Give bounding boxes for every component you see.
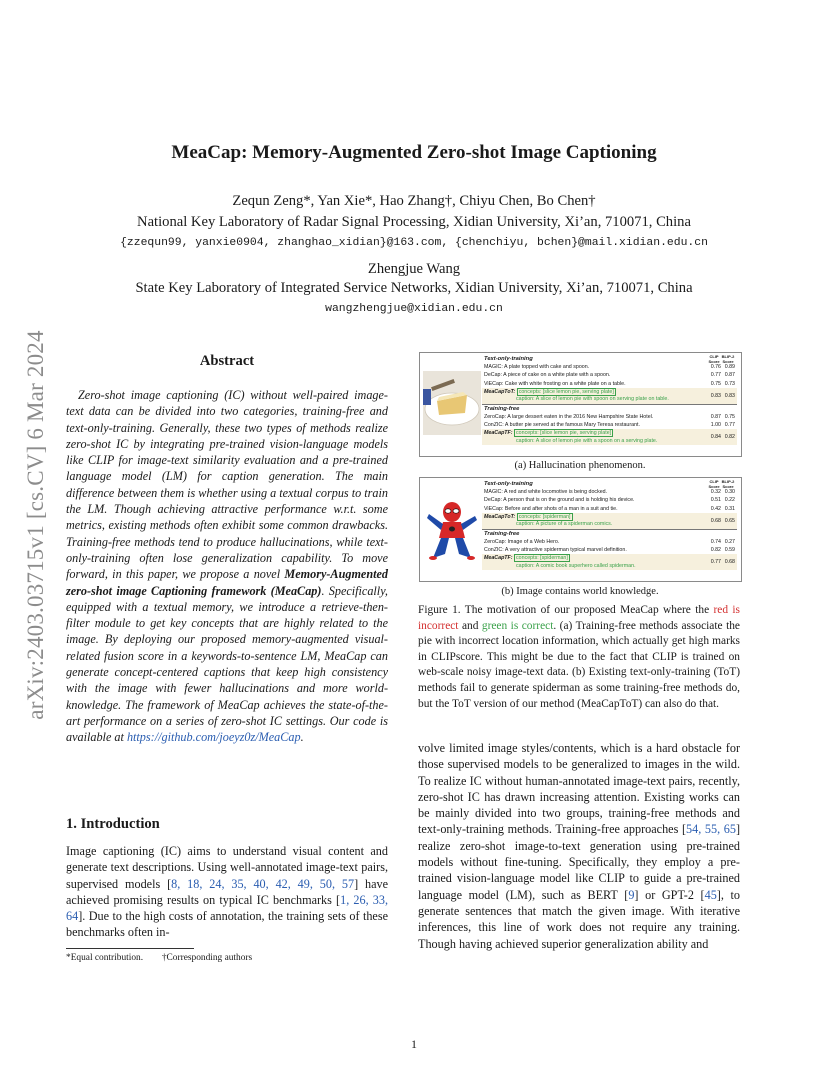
lemon-pie-image: [423, 371, 481, 435]
authors-line-1: Zequn Zeng*, Yan Xie*, Hao Zhang†, Chiyu Chen, Bo Chen†: [232, 193, 596, 209]
panel-a-tf-row: [482, 413, 737, 421]
caption-text: Before and after shots of a man in a suit and tie.: [503, 505, 618, 512]
intro-text-2: ] have achieved promising results on typical IC benchmarks [: [66, 876, 389, 907]
intro-text-3: ]. Due to the high costs of annotation, the training sets of these benchmarks often in-: [66, 909, 388, 940]
panel-a-group-tot: Text-only-training: [484, 356, 533, 362]
caption-text: A large dessert eaten in the 2016 New Hampshire State Hotel.: [506, 413, 654, 420]
right-text-3: ] or GPT-2 [: [634, 887, 705, 902]
figure-1-caption: [418, 603, 740, 712]
panel-a-ours-tot: [482, 388, 737, 404]
panel-b-tot-row: [482, 488, 737, 496]
panel-b-ours-tot: [482, 513, 737, 529]
method-caption: [484, 363, 589, 371]
ours-tf-concepts-a: concepts: [slice lemon pie, serving plate]: [516, 430, 612, 437]
panel-b-header-row: [482, 480, 737, 488]
ours-tot-concepts-a: concepts: [slice lemon pie, serving plate]: [518, 388, 614, 395]
intro-refs-1[interactable]: 8, 18, 24, 35, 40, 42, 49, 50, 57: [171, 876, 355, 891]
panel-b-tot-row: [482, 496, 737, 504]
ours-tf-name-b: MeaCapTF:: [484, 555, 513, 562]
right-refs-a[interactable]: 54, 55, 65: [686, 822, 736, 837]
right-text-1: volve limited image styles/contents, which is a hard obstacle for those supervised models to be generalized to images in the wild. To realize IC without human-annotated image-text pairs, recently, zero-shot IC has drawn increasing attention. Existing works can be mainly divided into two groups, training-free methods and text-only-training methods. Training-free approaches [: [418, 741, 740, 837]
clip-score: 1.00: [710, 422, 721, 429]
affiliation-2: State Key Laboratory of Integrated Service Networks, Xidian University, Xi’an, 710071, China: [135, 280, 693, 296]
blip-score: 0.27: [724, 538, 735, 545]
abstract-part-2: . Specifically, equipped with a textual memory, we introduce a retrieve-then-filter module to get key concepts that are highly related to the image. By deploying our proposed memory-augmented visual-related fusion score in a keywords-to-sentence LM, MeaCap can generate concept-centered captions that keep high consistency with the image with fewer hallucinations and more world-knowledge. The framework of MeaCap achieves the state-of-the-art performance on a series of zero-shot IC settings. Our code is available at: [66, 583, 388, 745]
blip-score-header-b: BLIP-2 Score: [721, 479, 735, 489]
panel-b-tf-row: [482, 538, 737, 546]
clip-score: 0.77: [710, 372, 721, 379]
figure-caption-and: and: [458, 619, 482, 632]
paper-title: MeaCap: Memory-Augmented Zero-shot Image Captioning: [171, 142, 657, 163]
footnote-rule: [66, 948, 194, 949]
ours-tot-caption-a: caption: A slice of lemon pie with spoon on serving plate on table.: [516, 396, 669, 403]
method-name: DeCap:: [484, 497, 502, 504]
blip-score: 0.77: [724, 422, 735, 429]
figure-panel-a: [419, 352, 742, 457]
footnote: *Equal contribution. †Corresponding authors: [66, 953, 253, 963]
panel-b-group-tf: Training-free: [484, 530, 520, 537]
method-name: DeCap:: [484, 372, 502, 379]
intro-text-1: Image captioning (IC) aims to understand visual content and generate text descriptions. Using well-annotated image-text pairs, supervised models [: [66, 844, 388, 891]
ours-tf-clip-b: 0.77: [710, 559, 721, 566]
method-caption: [484, 538, 559, 546]
ours-tf-caption-a: caption: A slice of lemon pie with a spoon on a serving plate.: [516, 437, 658, 444]
method-name: ViECap:: [484, 380, 504, 387]
caption-text: A person that is on the ground and is holding his device.: [501, 497, 635, 504]
method-name: MAGIC:: [484, 364, 503, 371]
clip-score: 0.82: [710, 547, 721, 554]
method-caption: [484, 413, 653, 421]
figure-caption-b: (b) Image contains world knowledge.: [501, 586, 659, 597]
clip-score: 0.42: [710, 505, 721, 512]
panel-a-header-row: [482, 355, 737, 363]
spiderman-image: [423, 498, 481, 562]
panel-b-ours-tf: [482, 554, 737, 570]
clip-score: 0.87: [710, 413, 721, 420]
intro-refs-2[interactable]: 1, 26, 33, 64: [66, 892, 389, 924]
clip-score: 0.32: [710, 489, 721, 496]
panel-b-rows: [482, 480, 737, 570]
blip-score: 0.31: [724, 505, 735, 512]
caption-text: A butter pie served at the famous Mary Teresa restaurant.: [503, 422, 640, 429]
code-link[interactable]: https://github.com/joeyz0z/MeaCap: [126, 730, 301, 745]
caption-text: A red and white locomotive is being docked.: [502, 489, 608, 496]
blip-score: 0.22: [724, 497, 735, 504]
panel-b-group-tf-row: [482, 529, 737, 538]
ours-tot-name-a: MeaCapToT:: [484, 388, 516, 395]
method-caption: [484, 546, 627, 554]
arxiv-stamp-text: arXiv:2403.03715v1 [cs.CV] 6 Mar 2024: [23, 330, 48, 720]
right-ref-c[interactable]: 45: [704, 887, 717, 902]
emails-1: {zzequn99, yanxie0904, zhanghao_xidian}@163.com, {chenchiyu, bchen}@mail.xidian.edu.cn: [120, 237, 708, 249]
clip-score: 0.74: [710, 538, 721, 545]
method-name: ConZIC:: [484, 547, 504, 554]
figure-caption-a: (a) Hallucination phenomenon.: [514, 460, 646, 471]
right-text-2: ] realize zero-shot image-to-text generation using pre-trained models without fine-tuning. Specifically, they employ a pre-trained vision-language model like CLIP to guide a pre-trained language model (LM), such as BERT [: [418, 822, 741, 902]
panel-b-tf-row: [482, 546, 737, 554]
method-caption: [484, 505, 618, 513]
abstract-heading: Abstract: [199, 353, 255, 369]
panel-b-tot-row: [482, 505, 737, 513]
ours-tot-clip-a: 0.83: [710, 392, 721, 399]
right-column-paragraph: [418, 740, 740, 952]
panel-a-ours-tf: [482, 429, 737, 445]
blip-score: 0.73: [724, 380, 735, 387]
panel-a-tf-row: [482, 421, 737, 429]
panel-a-rows: [482, 355, 737, 445]
method-name: MAGIC:: [484, 489, 503, 496]
ours-tot-name-b: MeaCapToT:: [484, 513, 516, 520]
figure-caption-text-2: . (a) Training-free methods associate the pie with incorrect location information, which actually get high marks in CLIPscore. This might be due to the fact that CLIP is trained on web-scale noisy image-text data. (b) Existing text-only-training (ToT) methods fail to generate spiderman as some training-free methods do, but the ToT version of our method (MeaCapToT) can also do that.: [418, 619, 740, 710]
caption-text: A plate topped with cake and spoon.: [502, 364, 590, 371]
clip-score: 0.76: [710, 364, 721, 371]
panel-a-tot-row: [482, 363, 737, 371]
ours-tf-blip-b: 0.68: [724, 559, 735, 566]
ours-tot-blip-b: 0.65: [724, 517, 735, 524]
abstract-framework-name: Memory-Augmented zero-shot image Captioning framework (MeaCap): [66, 567, 388, 598]
ours-tot-caption-b: caption: A picture of a spiderman comics.: [516, 521, 613, 528]
method-name: ZeroCap:: [484, 538, 507, 545]
right-text-4: ], to generate sentences that match the given image. With iterative inferences, this line of work does not require any training. Though having achieved superior generalization ability and: [418, 887, 740, 951]
blip-score: 0.89: [724, 364, 735, 371]
method-caption: [484, 488, 607, 496]
authors-line-2: Zhengjue Wang: [367, 261, 461, 277]
method-name: ZeroCap:: [484, 413, 507, 420]
caption-text: A very attractive spiderman typical marvel definition.: [503, 547, 627, 554]
ours-tf-caption-b: caption: A comic book superhero called spiderman.: [516, 562, 636, 569]
ours-tot-concepts-b: concepts: [spiderman]: [518, 513, 571, 520]
caption-text: A piece of cake on a white plate with a spoon.: [501, 372, 611, 379]
clip-score-header-b: CLIP Score: [708, 479, 720, 489]
panel-a-tot-row: [482, 371, 737, 379]
clip-score: 0.51: [710, 497, 721, 504]
ours-tf-concepts-b: concepts: [spiderman]: [516, 555, 568, 562]
blip-score: 0.59: [724, 547, 735, 554]
abstract-end: .: [300, 730, 304, 745]
arxiv-stamp: [16, 290, 56, 760]
blip-score: 0.87: [724, 372, 735, 379]
intro-heading: 1. Introduction: [66, 816, 160, 832]
figure-panel-b: [419, 477, 742, 582]
affiliation-1: National Key Laboratory of Radar Signal Processing, Xidian University, Xi’an, 710071, China: [137, 214, 691, 230]
panel-a-group-tf-row: [482, 404, 737, 413]
method-caption: [484, 371, 610, 379]
clip-score-header-a: CLIP Score: [708, 354, 720, 364]
method-name: ViECap:: [484, 505, 504, 512]
abstract-body: [66, 387, 388, 746]
method-caption: [484, 496, 634, 504]
figure-label: Figure 1.: [418, 604, 461, 616]
panel-a-group-tf: Training-free: [484, 405, 520, 412]
ours-tf-name-a: MeaCapTF:: [484, 430, 513, 437]
ours-tf-clip-a: 0.84: [710, 434, 721, 441]
figure-caption-green: green is correct: [481, 619, 554, 632]
ours-tf-blip-a: 0.82: [724, 434, 735, 441]
emails-2: wangzhengjue@xidian.edu.cn: [325, 303, 503, 315]
ours-tot-blip-a: 0.83: [724, 392, 735, 399]
panel-b-group-tot: Text-only-training: [484, 481, 533, 487]
panel-a-tot-row: [482, 380, 737, 388]
caption-text: Image of a Web Hero.: [506, 538, 560, 545]
blip-score: 0.75: [724, 413, 735, 420]
intro-paragraph: [66, 843, 388, 941]
clip-score: 0.75: [710, 380, 721, 387]
method-caption: [484, 380, 626, 388]
method-name: ConZIC:: [484, 422, 504, 429]
figure-caption-red: red is incorrect: [418, 604, 740, 632]
figure-caption-text-1: The motivation of our proposed MeaCap where the: [460, 604, 714, 616]
blip-score-header-a: BLIP-2 Score: [721, 354, 735, 364]
caption-text: Cake with white frosting on a white plate on a table.: [503, 380, 626, 387]
method-caption: [484, 421, 640, 429]
right-ref-b[interactable]: 9: [628, 887, 635, 902]
ours-tot-clip-b: 0.68: [710, 517, 721, 524]
abstract-part-1: Zero-shot image captioning (IC) without well-paired image-text data can be divided into two categories, training-free and text-only-training. Generally, these two types of methods realize zero-shot IC by integrating pre-trained vision-language models like CLIP for image-text similarity evaluation and a pre-trained language model (LM) for caption generation. The main difference between them is whether using a textual corpus to train the LM. Though achieving attractive performance w.r.t. some metrics, existing methods often exhibit some common drawbacks. Training-free methods tend to produce hallucinations, while text-only-training often lose generalization capability. To move forward, in this paper, we propose a novel: [66, 388, 388, 582]
page-number: 1: [411, 1037, 417, 1051]
blip-score: 0.30: [724, 489, 735, 496]
